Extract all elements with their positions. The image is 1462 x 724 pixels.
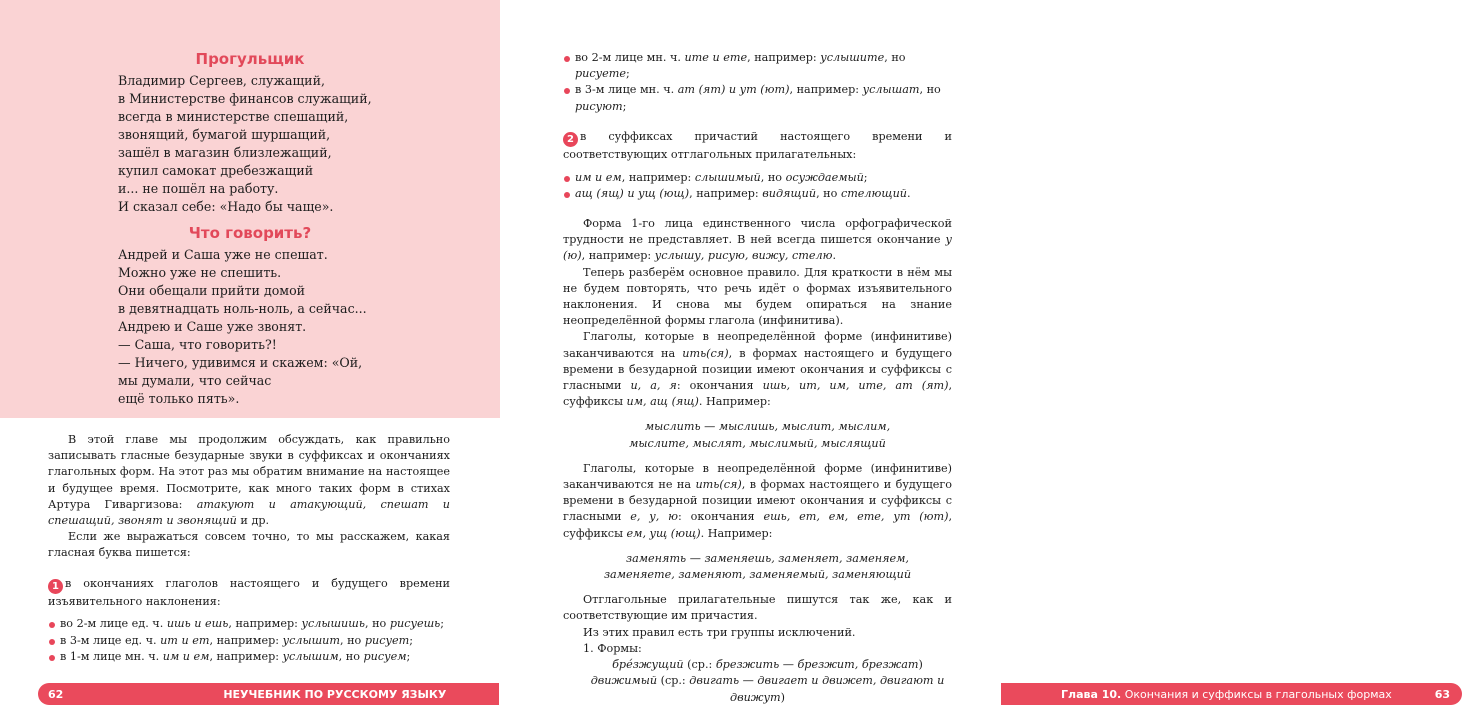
poem-title-2: Что говорить? <box>188 224 312 242</box>
poem-line: и... не пошёл на работу. <box>118 181 279 196</box>
paragraph-rule-it: Глаголы, которые в неопределённой форме (инфинитиве) заканчиваются на ить(ся), в формах настоящего и будущего времени в безударной позиции имеют окончания и суффиксы с гласными и, а, я: окончания ишь, ит, им, ите, ат (ят), суффиксы им, ащ (ящ). Например: <box>563 330 953 409</box>
bullet-item: в 1-м лице мн. ч. им и ем, например: услышим, но рисуем; <box>48 649 450 665</box>
poem-line: Они обещали прийти домой <box>118 283 306 298</box>
right-body-text <box>563 50 952 706</box>
poem-title-1: Прогульщик <box>195 50 305 68</box>
example-zamen: заменять — заменяешь, заменяет, заменяем, заменяете, заменяют, заменяемый, заменяющий <box>603 551 912 582</box>
bullet-item: ащ (ящ) и ущ (ющ), например: видящий, но стелющий. <box>563 186 952 202</box>
paragraph-adjectives: Отглагольные прилагательные пишутся так же, как и соответствующие им причастия. <box>563 593 952 623</box>
poem-1 <box>118 72 372 216</box>
poem-2 <box>118 246 367 408</box>
poem-line: И сказал себе: «Надо бы чаще». <box>118 199 334 214</box>
chapter-title: Глава 10. Окончания и суффиксы в глагольных формах <box>1061 687 1392 701</box>
number-badge-1: 1 <box>48 579 63 594</box>
poem-line: мы думали, что сейчас <box>118 373 272 388</box>
poem-line: в Министерстве финансов служащий, <box>118 91 372 106</box>
paragraph-exceptions: Из этих правил есть три группы исключений. <box>583 625 856 639</box>
poem-line: Можно уже не спешить. <box>118 265 282 280</box>
poem-line: звонящий, бумагой шуршащий, <box>118 127 331 142</box>
poem-line: в девятнадцать ноль-ноль, а сейчас... <box>118 301 367 316</box>
intro-paragraph-2: Если же выражаться совсем точно, то мы расскажем, какая гласная буква пишется: <box>48 530 450 560</box>
left-page <box>0 0 500 724</box>
paragraph-main-rule: Теперь разберём основное правило. Для краткости в нём мы не будем повторять, что речь идёт о формах изъявительного наклонения. И снова мы будем опираться на знание неопределённой формы глагола (инфинитива). <box>563 265 952 328</box>
bullet-item: в 3-м лице мн. ч. ат (ят) и ут (ют), например: услышат, но рисуют; <box>563 82 952 114</box>
point-2-bullets <box>563 170 952 202</box>
bullet-item: им и ем, например: слышимый, но осуждаемый; <box>563 170 952 186</box>
example-mysl: мыслить — мыслишь, мыслит, мыслим, мыслите, мыслят, мыслимый, мыслящий <box>629 420 891 450</box>
paragraph-rule-not-it: Глаголы, которые в неопределённой форме (инфинитиве) заканчиваются не на ить(ся), в формах настоящего и будущего времени в безударной позиции имеют окончания и суффиксы с гласными е, у, ю: окончания ешь, ет, ем, ете, ут (ют), суффиксы ем, ущ (ющ). Например: <box>563 461 953 540</box>
poem-line: зашёл в магазин близлежащий, <box>118 145 332 160</box>
book-title: НЕУЧЕБНИК ПО РУССКОМУ ЯЗЫКУ <box>223 687 447 701</box>
right-page <box>500 0 1450 724</box>
bullet-item: в 3-м лице ед. ч. ит и ет, например: услышит, но рисует; <box>48 633 450 649</box>
bullet-item: во 2-м лице ед. ч. ишь и ешь, например: услышишь, но рисуешь; <box>48 616 450 632</box>
rule-point-2: 2 в суффиксах причастий настоящего времени и соответствующих отглагольных прилагательных: <box>563 129 952 162</box>
page-number-left: 62 <box>48 687 64 701</box>
left-body-text <box>48 432 450 665</box>
right-footer <box>1001 683 1462 705</box>
rule-point-1: 1 в окончаниях глаголов настоящего и будущего времени изъявительного наклонения: <box>48 576 450 609</box>
bullet-item: во 2-м лице мн. ч. ите и ете, например: услышите, но рисуете; <box>563 50 952 82</box>
page-number-right: 63 <box>1434 687 1450 701</box>
poem-line: купил самокат дребезжащий <box>118 163 314 178</box>
poem-line: — Ничего, удивимся и скажем: «Ой, <box>118 355 363 370</box>
point-1-bullets-continued <box>563 50 952 115</box>
poem-line: Андрею и Саше уже звонят. <box>118 319 307 334</box>
poem-line: ещё только пять». <box>118 391 240 406</box>
paragraph-forms: 1. Формы: <box>583 641 642 655</box>
paragraph-first-person: Форма 1-го лица единственного числа орфографической трудности не представляет. В ней всегда пишется окончание у (ю), например: услышу, рисую, вижу, стелю. <box>563 217 952 263</box>
example-brezzh: брéзжущий (ср.: брезжить — брезжит, брезжат) <box>612 658 923 672</box>
poem-line: всегда в министерстве спешащий, <box>118 109 349 124</box>
point-1-bullets <box>48 616 450 665</box>
poem-line: — Саша, что говорить?! <box>118 337 277 352</box>
number-badge-2: 2 <box>563 132 578 147</box>
poem-line: Владимир Сергеев, служащий, <box>118 73 325 88</box>
left-footer <box>38 683 499 705</box>
poem-line: Андрей и Саша уже не спешат. <box>118 247 328 262</box>
intro-paragraph-1: В этой главе мы продолжим обсуждать, как правильно записывать гласные безударные звуки в суффиксах и окончаниях глагольных форм. На этот раз мы обратим внимание на настоящее и будущее время. Посмотрите, как много таких форм в стихах Артура Гиваргизова: атакуют и атакующий, спешат и спешащий, звонят и звонящий и др. <box>48 433 450 528</box>
example-dvizh: движимый (ср.: двигать — двигает и движет, двигают и движут) <box>590 674 945 704</box>
